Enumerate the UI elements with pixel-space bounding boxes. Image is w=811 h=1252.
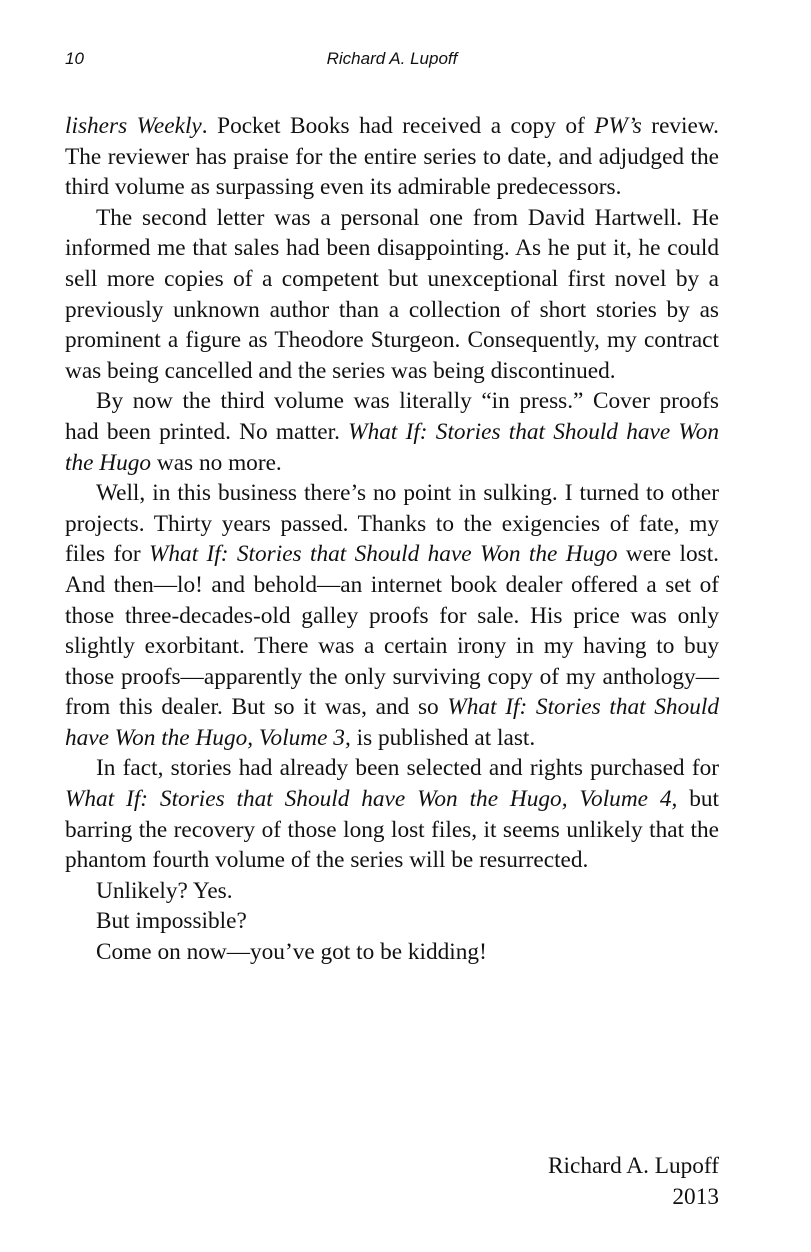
- italic-text-segment: What If: Stories that Should have Won the Hugo, Volume 4,: [65, 786, 678, 813]
- paragraph: [65, 203, 719, 387]
- text-segment: Well, in this business there’s no point in sulking. I turned to other projects. Thirty years passed. Thanks to the exigencies of fate, my files for: [65, 480, 719, 568]
- paragraph: [65, 876, 719, 907]
- paragraph: [65, 906, 719, 937]
- italic-text-segment: PW’s: [594, 113, 642, 139]
- paragraph: [65, 937, 719, 968]
- running-title: Richard A. Lupoff: [326, 49, 458, 68]
- signature-block: [419, 1151, 719, 1212]
- text-segment: Come on now—you’ve got to be kidding!: [96, 939, 487, 966]
- page-number: 10: [65, 49, 84, 68]
- paragraph: [65, 386, 719, 478]
- text-segment: In fact, stories had already been selected and rights purchased for: [96, 755, 719, 782]
- signature-name: Richard A. Lupoff: [547, 1153, 719, 1179]
- text-segment: Unlikely? Yes.: [96, 877, 233, 904]
- text-segment: were lost. And then—lo! and behold—an internet book dealer offered a set of those three-decades-old galley proofs for sale. His price was only slightly exorbitant. There was a certain irony in my having to buy those proofs—apparently the only surviving copy of my anthology—from this dealer. But so it was, and so: [65, 541, 719, 721]
- text-segment: The second letter was a personal one from David Hartwell. He informed me that sales had been disappointing. As he put it, he could sell more copies of a competent but unexceptional first novel by a previously unknown author than a collection of short stories by as prominent a figure as Theodore Sturgeon. Consequently, my contract was being cancelled and the series was being discontinued.: [65, 204, 719, 384]
- italic-text-segment: What If: Stories that Should have Won the Hugo: [65, 418, 719, 476]
- text-segment: is published at last.: [350, 724, 536, 751]
- text-segment: . Pocket Books had received a copy of: [201, 113, 595, 139]
- italic-text-segment: What If: Stories that Should have Won the Hugo: [149, 541, 618, 568]
- italic-text-segment: What If: Stories that Should have Won the Hugo, Volume 3,: [65, 694, 719, 751]
- text-segment: But impossible?: [96, 908, 247, 935]
- text-segment: review. The reviewer has praise for the entire series to date, and adjudged the third volume as surpassing even its admirable predecessors.: [65, 113, 720, 201]
- running-head: [65, 47, 719, 71]
- text-segment: was no more.: [151, 449, 282, 476]
- italic-text-segment: lishers Weekly: [65, 113, 202, 139]
- signature-year: 2013: [672, 1183, 719, 1210]
- text-segment: By now the third volume was literally “in press.” Cover proofs had been printed. No matter.: [65, 388, 719, 445]
- paragraph: [65, 753, 719, 875]
- paragraph: [65, 111, 719, 203]
- body-text: [65, 111, 719, 968]
- text-segment: but barring the recovery of those long lost files, it seems unlikely that the phantom fourth volume of the series will be resurrected.: [65, 786, 719, 874]
- paragraph: [65, 478, 719, 753]
